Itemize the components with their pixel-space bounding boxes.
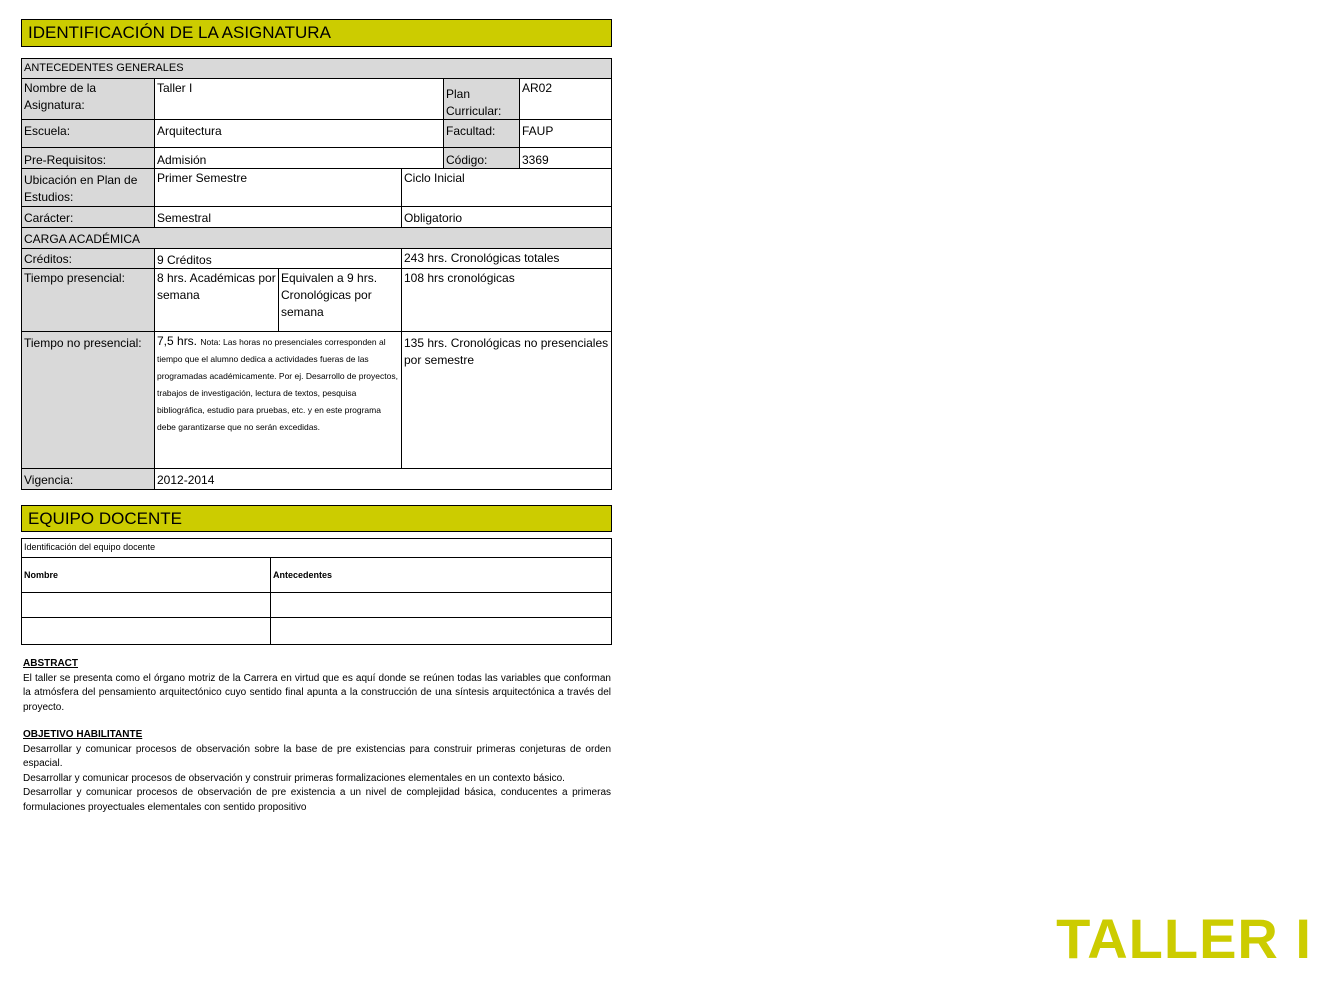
presencial-label: Tiempo presencial:	[21, 268, 155, 332]
nopresencial-cell	[154, 331, 402, 469]
nopresencial-value: 7,5 hrs.	[157, 334, 198, 348]
ubicacion-value: Primer Semestre	[154, 168, 402, 207]
creditos-total: 243 hrs. Cronológicas totales	[401, 248, 612, 269]
vigencia-label: Vigencia:	[21, 468, 155, 490]
nopresencial-label: Tiempo no presencial:	[21, 331, 155, 469]
section-title-identificacion: IDENTIFICACIÓN DE LA ASIGNATURA	[21, 19, 612, 47]
presencial-value: 8 hrs. Académicas por semana	[154, 268, 279, 332]
nopresencial-nota: Nota: Las horas no presenciales corresponden al tiempo que el alumno dedica a actividades fueras de las programadas académicamente. Por ej. Desarrollo de proyectos, trabajos de investigación, lectura de textos, pesquisa bibliográfica, estudio para pruebas, etc. y en este programa debe garantizarse que no serán excedidas.	[157, 337, 398, 432]
plan-value: AR02	[519, 78, 612, 120]
ciclo-value: Ciclo Inicial	[401, 168, 612, 207]
col-nombre-header: Nombre	[21, 557, 271, 593]
facultad-label: Facultad:	[443, 119, 520, 148]
facultad-value: FAUP	[519, 119, 612, 148]
codigo-label: Código:	[443, 147, 520, 169]
objetivo-item: Desarrollar y comunicar procesos de observación y construir primeras formalizaciones elementales en un contexto básico.	[23, 772, 565, 784]
objetivo-item: Desarrollar y comunicar procesos de observación de pre existencia a un nivel de complejidad básica, conducentes a primeras formulaciones proyectuales elementales con sentido propositivo	[23, 787, 611, 813]
section-title-equipo-docente: EQUIPO DOCENTE	[21, 505, 612, 532]
escuela-value: Arquitectura	[154, 119, 444, 148]
vigencia-value: 2012-2014	[154, 468, 612, 490]
nopresencial-total: 135 hrs. Cronológicas no presenciales por semestre	[401, 331, 612, 469]
objetivo-item: Desarrollar y comunicar procesos de observación sobre la base de pre existencias para construir primeras conjeturas de orden espacial.	[23, 743, 611, 769]
table-row-antecedentes[interactable]	[270, 617, 612, 645]
presencial-equivalencia: Equivalen a 9 hrs. Cronológicas por semana	[278, 268, 402, 332]
plan-label: Plan Curricular:	[443, 78, 520, 120]
obligatorio-value: Obligatorio	[401, 206, 612, 228]
abstract-heading: ABSTRACT	[23, 658, 78, 669]
creditos-value: 9 Créditos	[154, 248, 402, 269]
ubicacion-label: Ubicación en Plan de Estudios:	[21, 168, 155, 207]
table-row-antecedentes[interactable]	[270, 592, 612, 618]
objetivo-heading: OBJETIVO HABILITANTE	[23, 729, 143, 740]
caracter-value: Semestral	[154, 206, 402, 228]
big-title: TALLER I	[1056, 907, 1312, 970]
col-antecedentes-header: Antecedentes	[270, 557, 612, 593]
creditos-label: Créditos:	[21, 248, 155, 269]
table-row-nombre[interactable]	[21, 592, 271, 618]
presencial-total: 108 hrs cronológicas	[401, 268, 612, 332]
nombre-label: Nombre de la Asignatura:	[21, 78, 155, 120]
caracter-label: Carácter:	[21, 206, 155, 228]
carga-header: CARGA ACADÉMICA	[21, 227, 612, 249]
abstract-text: El taller se presenta como el órgano motriz de la Carrera en virtud que es aquí donde se reúnen todas las variables que conforman la atmósfera del pensamiento arquitectónico cuyo sentido final apunta a la construcción de una síntesis arquitectónica a través del proyecto.	[23, 672, 611, 713]
prerequisitos-value: Admisión	[154, 147, 444, 169]
codigo-value: 3369	[519, 147, 612, 169]
table-row-nombre[interactable]	[21, 617, 271, 645]
objetivo-section	[23, 728, 611, 815]
abstract-section	[23, 657, 611, 715]
nombre-value: Taller I	[154, 78, 444, 120]
prerequisitos-label: Pre-Requisitos:	[21, 147, 155, 169]
escuela-label: Escuela:	[21, 119, 155, 148]
antecedentes-header: ANTECEDENTES GENERALES	[21, 58, 612, 79]
equipo-subtitle: Identificación del equipo docente	[21, 538, 612, 558]
